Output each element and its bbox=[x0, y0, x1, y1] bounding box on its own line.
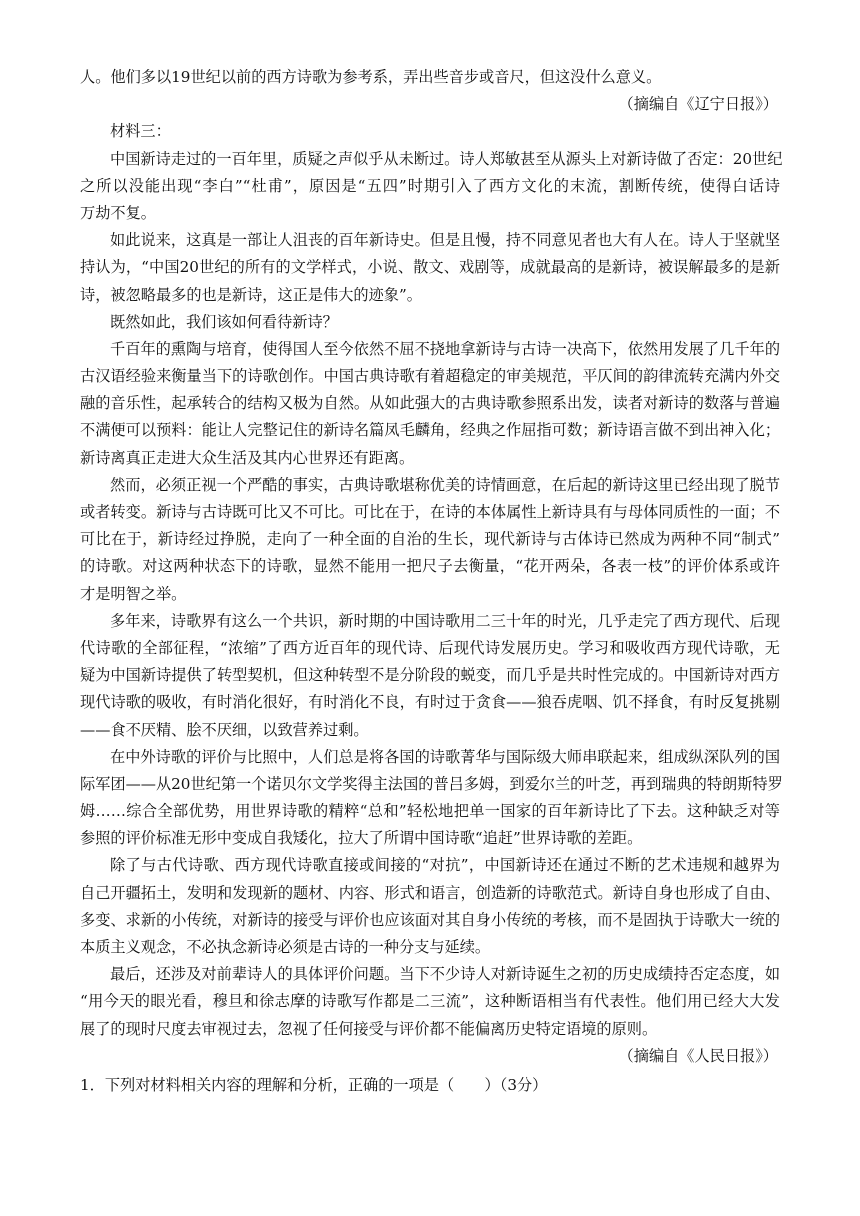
paragraph bbox=[80, 608, 780, 744]
paragraph-line: 既然如此，我们该如何看待新诗？ bbox=[110, 312, 338, 331]
paragraph-line: 疑为中国新诗提供了转型契机，但这种转型不是分阶段的蜕变，而几乎是共时性完成的。中国新诗对西方 bbox=[80, 666, 780, 685]
material3-heading: 材料三： bbox=[110, 122, 171, 141]
paragraph-line: 古汉语经验来衡量当下的诗歌创作。中国古典诗歌有着超稳定的审美规范，平仄间的韵律流转充满内外交 bbox=[80, 367, 780, 386]
paragraph-line: 然而，必须正视一个严酷的事实，古典诗歌堪称优美的诗情画意，在后起的新诗这里已经出现了脱节 bbox=[110, 475, 780, 494]
paragraph-line: 新诗离真正走进大众生活及其内心世界还有距离。 bbox=[80, 448, 415, 467]
paragraph-line: ——食不厌精、脍不厌细，以致营养过剩。 bbox=[80, 720, 369, 739]
paragraph bbox=[80, 336, 780, 472]
paragraph-line: 不满便可以预料：能让人完整记住的新诗名篇凤毛麟角，经典之作屈指可数；新诗语言做不到出神入化； bbox=[80, 421, 780, 440]
paragraph-line: 可比在于，新诗经过挣脱，走向了一种全面的自治的生长，现代新诗与古体诗已然成为两种不同“制式” bbox=[80, 530, 780, 549]
paragraph bbox=[80, 961, 780, 1043]
paragraph-line: 展了的现时尺度去审视过去，忽视了任何接受与评价都不能偏离历史特定语境的原则。 bbox=[80, 1019, 658, 1038]
paragraph-line: 在中外诗歌的评价与比照中，人们总是将各国的诗歌菁华与国际级大师串联起来，组成纵深队列的国 bbox=[110, 747, 780, 766]
paragraph-line: 现代诗歌的吸收，有时消化很好，有时消化不良，有时过于贪食——狼吞虎咽、饥不择食，有时反复挑剔 bbox=[80, 693, 780, 712]
paragraph-line: “用今天的眼光看，穆旦和徐志摩的诗歌写作都是二三流”，这种断语相当有代表性。他们用已经大大发 bbox=[80, 992, 780, 1011]
paragraph-line: 姆……综合全部优势，用世界诗歌的精粹“总和”轻松地把单一国家的百年新诗比了下去。这种缺乏对等 bbox=[80, 802, 780, 821]
paragraph-line: 多年来，诗歌界有这么一个共识，新时期的中国诗歌用二三十年的时光，几乎走完了西方现代、后现 bbox=[110, 611, 780, 630]
paragraph-line: 如此说来，这真是一部让人沮丧的百年新诗史。但是且慢，持不同意见者也大有人在。诗人于坚就坚 bbox=[110, 231, 780, 250]
paragraph-line: 或者转变。新诗与古诗既可比又不可比。可比在于，在诗的本体属性上新诗具有与母体同质性的一面；不 bbox=[80, 503, 780, 521]
paragraph-line: 千百年的熏陶与培育，使得国人至今依然不屈不挠地拿新诗与古诗一决高下，依然用发展了几千年的 bbox=[110, 339, 780, 358]
source-renmin: （摘编自《人民日报》） bbox=[618, 1046, 778, 1065]
paragraph-line: 代诗歌的全部征程，“浓缩”了西方近百年的现代诗、后现代诗发展历史。学习和吸收西方现代诗歌，无 bbox=[80, 638, 780, 657]
paragraph-line: 多变、求新的小传统，对新诗的接受与评价也应该面对其自身小传统的考核，而不是固执于诗歌大一统的 bbox=[80, 910, 780, 929]
question-1: 1．下列对材料相关内容的理解和分析，正确的一项是（ ）（3分） bbox=[80, 1075, 548, 1094]
paragraph-line: 人。他们多以19世纪以前的西方诗歌为参考系，弄出些音步或音尺，但这没什么意义。 bbox=[80, 68, 662, 86]
material3-body bbox=[80, 146, 783, 1043]
paragraph-line: 之所以没能出现“李白”“杜甫”，原因是“五四”时期引入了西方文化的末流，割断传统，使得白话诗 bbox=[80, 176, 780, 195]
source-liaoning: （摘编自《辽宁日报》） bbox=[618, 95, 778, 114]
paragraph-line: 本质主义观念，不必执念新诗必须是古诗的一种分支与延续。 bbox=[80, 938, 491, 956]
top-fragment bbox=[80, 64, 780, 91]
paragraph-line: 中国新诗走过的一百年里，质疑之声似乎从未断过。诗人郑敏甚至从源头上对新诗做了否定：20世纪 bbox=[110, 149, 783, 168]
paragraph-line: 参照的评价标准无形中变成自我矮化，拉大了所谓中国诗歌“追赶”世界诗歌的差距。 bbox=[80, 829, 643, 848]
paragraph bbox=[80, 852, 780, 961]
paragraph-line: 才是明智之举。 bbox=[80, 584, 187, 603]
paragraph bbox=[80, 472, 780, 608]
paragraph-line: 除了与古代诗歌、西方现代诗歌直接或间接的“对抗”，中国新诗还在通过不断的艺术违规和越界为 bbox=[110, 856, 780, 875]
paragraph-line: 持认为，“中国20世纪的所有的文学样式，小说、散文、戏剧等，成就最高的是新诗，被误解最多的是新 bbox=[80, 258, 780, 277]
paragraph-line: 最后，还涉及对前辈诗人的具体评价问题。当下不少诗人对新诗诞生之初的历史成绩持否定态度，如 bbox=[110, 965, 780, 984]
paragraph bbox=[80, 744, 783, 853]
paragraph bbox=[80, 146, 783, 228]
paragraph-line: 万劫不复。 bbox=[80, 203, 156, 222]
paragraph bbox=[80, 309, 780, 336]
paragraph-line: 的诗歌。对这两种状态下的诗歌，显然不能用一把尺子去衡量，“花开两朵，各表一枝”的评价体系或许 bbox=[80, 557, 780, 576]
document-page bbox=[80, 64, 783, 1099]
paragraph-line: 自己开疆拓土，发明和发现新的题材、内容、形式和语言，创造新的诗歌范式。新诗自身也形成了自由、 bbox=[80, 883, 780, 902]
paragraph bbox=[80, 227, 780, 309]
paragraph-line: 融的音乐性，起承转合的结构又极为自然。从如此强大的古典诗歌参照系出发，读者对新诗的数落与普遍 bbox=[80, 394, 780, 413]
paragraph-line: 际军团——从20世纪第一个诺贝尔文学奖得主法国的普吕多姆，到爱尔兰的叶芝，再到瑞典的特朗斯特罗 bbox=[80, 774, 783, 793]
paragraph-line: 诗，被忽略最多的也是新诗，这正是伟大的迹象”。 bbox=[80, 285, 422, 304]
